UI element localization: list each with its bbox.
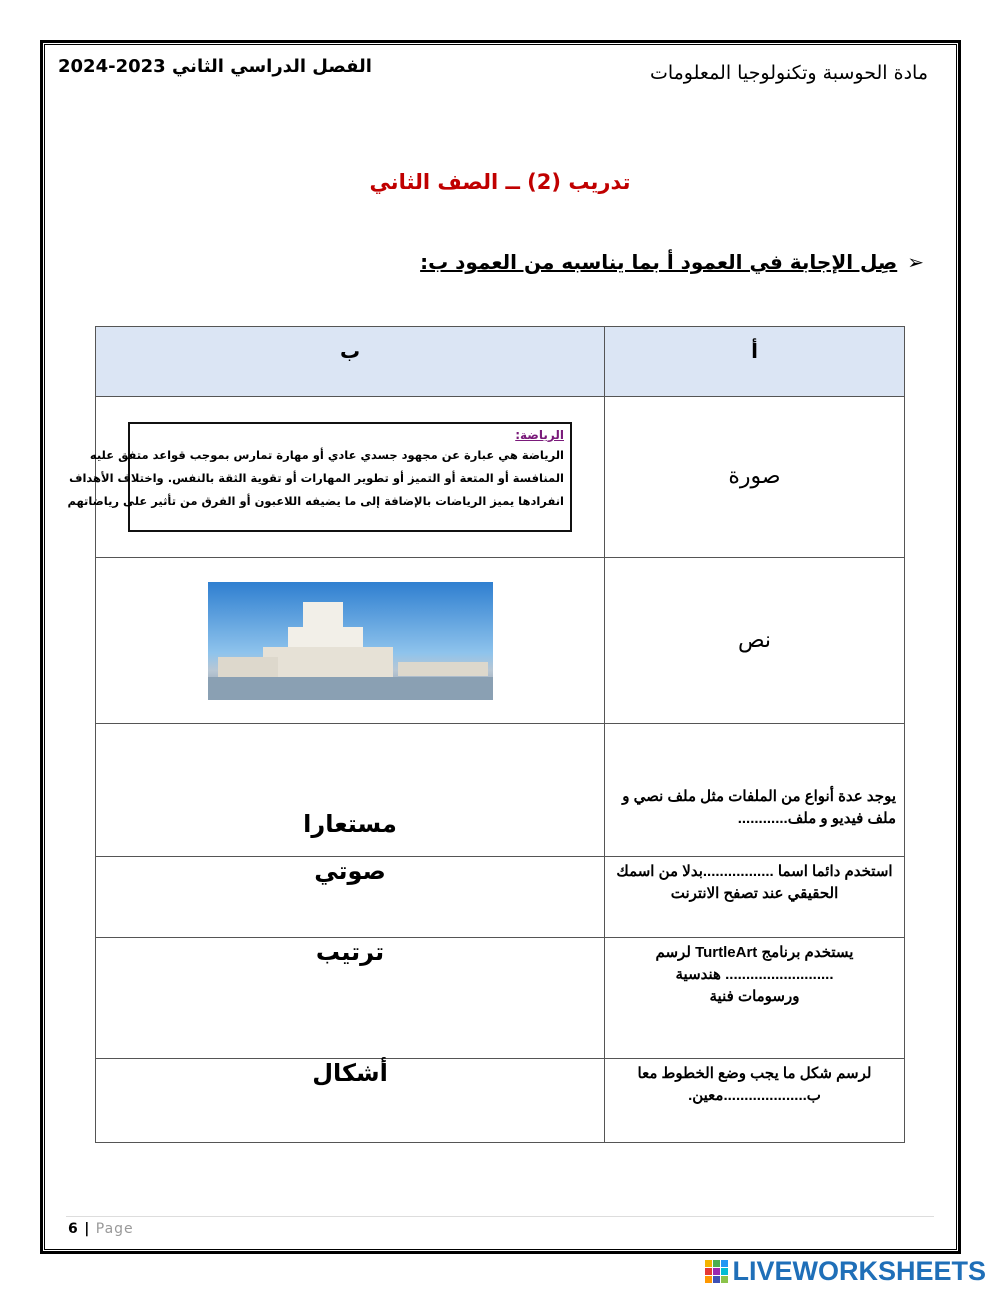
text-image-line: الرياضة هي عبارة عن مجهود جسدي عادي أو مهارة تمارس بموجب قواعد متفق عليه <box>89 447 564 462</box>
page-number: 6 <box>68 1221 79 1237</box>
cell-a[interactable]: استخدم دائما اسما .................بدلا من اسمك الحقيقي عند تصفح الانترنت <box>605 857 905 938</box>
text-image-line: المنافسة أو المتعة أو التميز أو تطوير المهارات أو تقوية الثقة بالنفس. واختلاف الأهداف <box>69 470 564 485</box>
cell-a[interactable]: صورة <box>605 397 905 558</box>
cell-a[interactable]: يستخدم برنامج TurtleArt لرسم .......................... هندسية ورسومات فنية <box>605 938 905 1059</box>
page-label: Page <box>95 1221 134 1237</box>
instruction-text: صِل الإجابة في العمود أ بما يناسبه من العمود ب: <box>420 250 898 274</box>
subject-header: مادة الحوسبة وتكنولوجيا المعلومات <box>649 62 928 84</box>
column-a-header: أ <box>605 327 905 397</box>
museum-photo <box>208 582 493 700</box>
page-title: تدريب (2) ــ الصف الثاني <box>369 170 631 194</box>
text-image-heading: الرياضة: <box>515 428 564 442</box>
footer-separator: | <box>84 1221 91 1237</box>
text-image <box>67 422 572 532</box>
cell-a[interactable]: يوجد عدة أنواع من الملفات مثل ملف نصي و ملف فيديو و ملف............ <box>605 724 905 857</box>
cell-b[interactable] <box>96 558 605 724</box>
page-footer <box>68 1221 134 1237</box>
column-b-header: ب <box>96 327 605 397</box>
instruction <box>420 250 924 274</box>
cell-b[interactable]: ترتيب <box>96 938 605 1059</box>
logo-grid-icon <box>705 1260 728 1283</box>
liveworksheets-logo[interactable] <box>705 1256 986 1287</box>
cell-b[interactable] <box>67 397 605 558</box>
matching-table <box>67 326 905 1143</box>
cell-a[interactable]: لرسم شكل ما يجب وضع الخطوط معا ب....................معين. <box>605 1059 905 1143</box>
cell-a[interactable]: نص <box>605 558 905 724</box>
logo-text: LIVEWORKSHEETS <box>732 1256 986 1286</box>
arrow-bullet-icon: ➢ <box>907 250 924 274</box>
cell-b[interactable]: صوتي <box>96 857 605 938</box>
cell-b[interactable]: أشكال <box>96 1059 605 1143</box>
footer-divider <box>66 1216 934 1217</box>
cell-b[interactable]: مستعارا <box>96 724 605 857</box>
term-header: الفصل الدراسي الثاني 2023-2024 <box>58 56 372 77</box>
text-image-line: انفرادها يميز الرياضات بالإضافة إلى ما يضيفه اللاعبون أو الفرق من تأثير على رياضاتهم <box>67 493 564 508</box>
